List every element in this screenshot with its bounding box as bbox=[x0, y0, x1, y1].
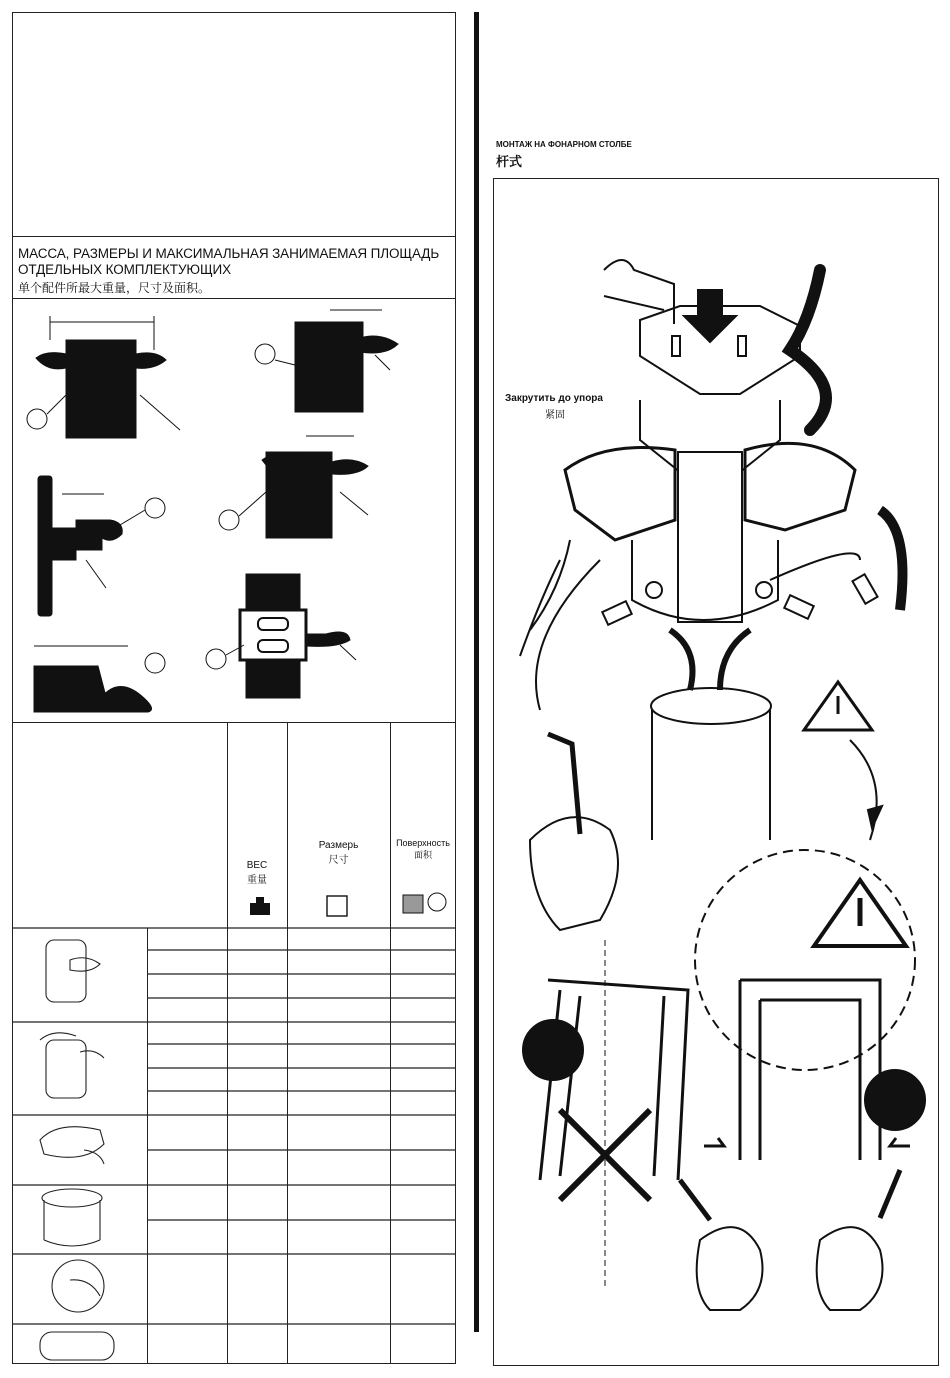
col-area-ru: Поверхность bbox=[396, 838, 450, 848]
col-size-cn: 尺寸 bbox=[328, 855, 349, 866]
tighten-note-cn: 紧固 bbox=[545, 410, 565, 421]
col-area-cn: 面积 bbox=[413, 850, 432, 860]
tighten-note-ru: Закрутить до упора bbox=[505, 393, 603, 404]
col-weight-cn: 重量 bbox=[247, 875, 267, 886]
heading-ru-line1: МАССА, РАЗМЕРЫ И МАКСИМАЛЬНАЯ ЗАНИМАЕМАЯ ПЛОЩАДЬ bbox=[18, 246, 440, 261]
col-size-ru: Размерь bbox=[318, 840, 359, 851]
col-weight-ru: ВЕС bbox=[246, 860, 268, 871]
hand-icon bbox=[530, 817, 618, 930]
heading-ru-line2: ОТДЕЛЬНЫХ КОМПЛЕКТУЮЩИХ bbox=[18, 262, 232, 277]
heading-cn: 单个配件所最大重量，尺寸及面积。 bbox=[18, 281, 211, 295]
right-title-ru: МОНТАЖ НА ФОНАРНОМ СТОЛБЕ bbox=[496, 140, 632, 149]
right-title-cn: 杆式 bbox=[496, 154, 523, 169]
arrow-down-icon bbox=[684, 290, 736, 342]
